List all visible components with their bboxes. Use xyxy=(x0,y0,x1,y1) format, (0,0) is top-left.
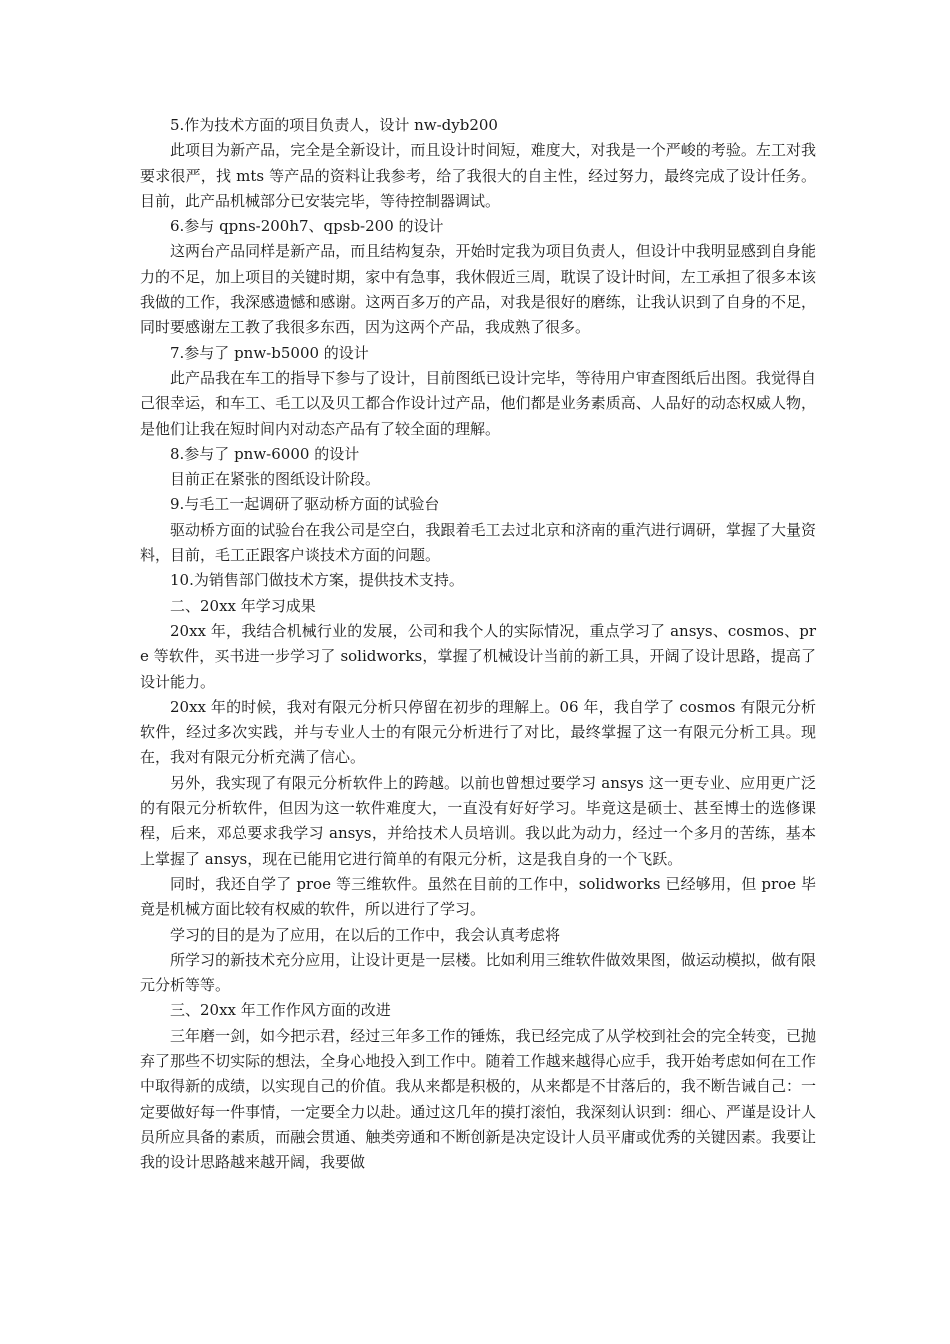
item-heading-8: 8.参与了 pnw-6000 的设计 xyxy=(170,444,360,463)
section-heading-3: 三、20xx 年工作作风方面的改进 xyxy=(170,1001,391,1020)
body-paragraph: 驱动桥方面的试验台在我公司是空白，我跟着毛工去过北京和济南的重汽进行调研，掌握了大量资料，目前，毛工正跟客户谈技术方面的问题。 xyxy=(140,520,816,565)
body-paragraph: 同时，我还自学了 proe 等三维软件。虽然在目前的工作中，solidworks 已经够用，但 proe 毕竟是机械方面比较有权威的软件，所以进行了学习。 xyxy=(140,874,816,919)
item-heading-10: 10.为销售部门做技术方案，提供技术支持。 xyxy=(170,571,464,590)
body-paragraph: 20xx 年，我结合机械行业的发展，公司和我个人的实际情况，重点学习了 ansys、cosmos、pre 等软件，买书进一步学习了 solidworks，掌握了机械设计当前的新工具，开阔了设计思路，提高了设计能力。 xyxy=(140,621,816,691)
item-heading-6: 6.参与 qpns-200h7、qpsb-200 的设计 xyxy=(170,217,444,236)
body-paragraph: 所学习的新技术充分应用，让设计更是一层楼。比如利用三维软件做效果图，做运动模拟，做有限元分析等等。 xyxy=(140,950,816,995)
body-paragraph: 三年磨一剑，如今把示君，经过三年多工作的锤炼，我已经完成了从学校到社会的完全转变，已抛弃了那些不切实际的想法，全身心地投入到工作中。随着工作越来越得心应手，我开始考虑如何在工作中取得新的成绩，以实现自己的价值。我从来都是积极的，从来都是不甘落后的，我不断告诫自己：一定要做好每一件事情，一定要全力以赴。通过这几年的摸打滚怕，我深刻认识到：细心、严谨是设计人员所应具备的素质，而融会贯通、触类旁通和不断创新是决定设计人员平庸或优秀的关键因素。我要让我的设计思路越来越开阔，我要做 xyxy=(140,1026,816,1172)
body-paragraph: 目前正在紧张的图纸设计阶段。 xyxy=(170,470,381,489)
item-heading-9: 9.与毛工一起调研了驱动桥方面的试验台 xyxy=(170,495,440,514)
body-paragraph: 学习的目的是为了应用，在以后的工作中，我会认真考虑将 xyxy=(170,925,561,944)
section-heading-2: 二、20xx 年学习成果 xyxy=(170,596,316,615)
body-paragraph: 此项目为新产品，完全是全新设计，而且设计时间短，难度大，对我是一个严峻的考验。左工对我要求很严，找 mts 等产品的资料让我参考，给了我很大的自主性，经过努力，最终完成了设计任务。目前，此产品机械部分已安装完毕，等待控制器调试。 xyxy=(140,141,816,210)
item-heading-7: 7.参与了 pnw-b5000 的设计 xyxy=(170,343,369,362)
document-page xyxy=(140,113,816,1175)
body-paragraph: 此产品我在车工的指导下参与了设计，目前图纸已设计完毕，等待用户审查图纸后出图。我觉得自己很幸运，和车工、毛工以及贝工都合作设计过产品，他们都是业务素质高、人品好的动态权威人物，是他们让我在短时间内对动态产品有了较全面的理解。 xyxy=(140,368,816,438)
item-heading-5: 5.作为技术方面的项目负责人，设计 nw-dyb200 xyxy=(170,116,498,134)
body-paragraph: 另外，我实现了有限元分析软件上的跨越。以前也曾想过要学习 ansys 这一更专业、应用更广泛的有限元分析软件，但因为这一软件难度大，一直没有好好学习。毕竟这是硕士、甚至博士的选修课程，后来，邓总要求我学习 ansys，并给技术人员培训。我以此为动力，经过一个多月的苦练，基本上掌握了 ansys，现在已能用它进行简单的有限元分析，这是我自身的一个飞跃。 xyxy=(140,773,816,868)
body-paragraph: 20xx 年的时候，我对有限元分析只停留在初步的理解上。06 年，我自学了 cosmos 有限元分析软件，经过多次实践，并与专业人士的有限元分析进行了对比，最终掌握了这一有限元分析工具。现在，我对有限元分析充满了信心。 xyxy=(140,697,816,767)
body-paragraph: 这两台产品同样是新产品，而且结构复杂，开始时定我为项目负责人，但设计中我明显感到自身能力的不足，加上项目的关键时期，家中有急事，我休假近三周，耽误了设计时间，左工承担了很多本该我做的工作，我深感遗憾和感谢。这两百多万的产品，对我是很好的磨练，让我认识到了自身的不足，同时要感谢左工教了我很多东西，因为这两个产品，我成熟了很多。 xyxy=(140,242,816,337)
